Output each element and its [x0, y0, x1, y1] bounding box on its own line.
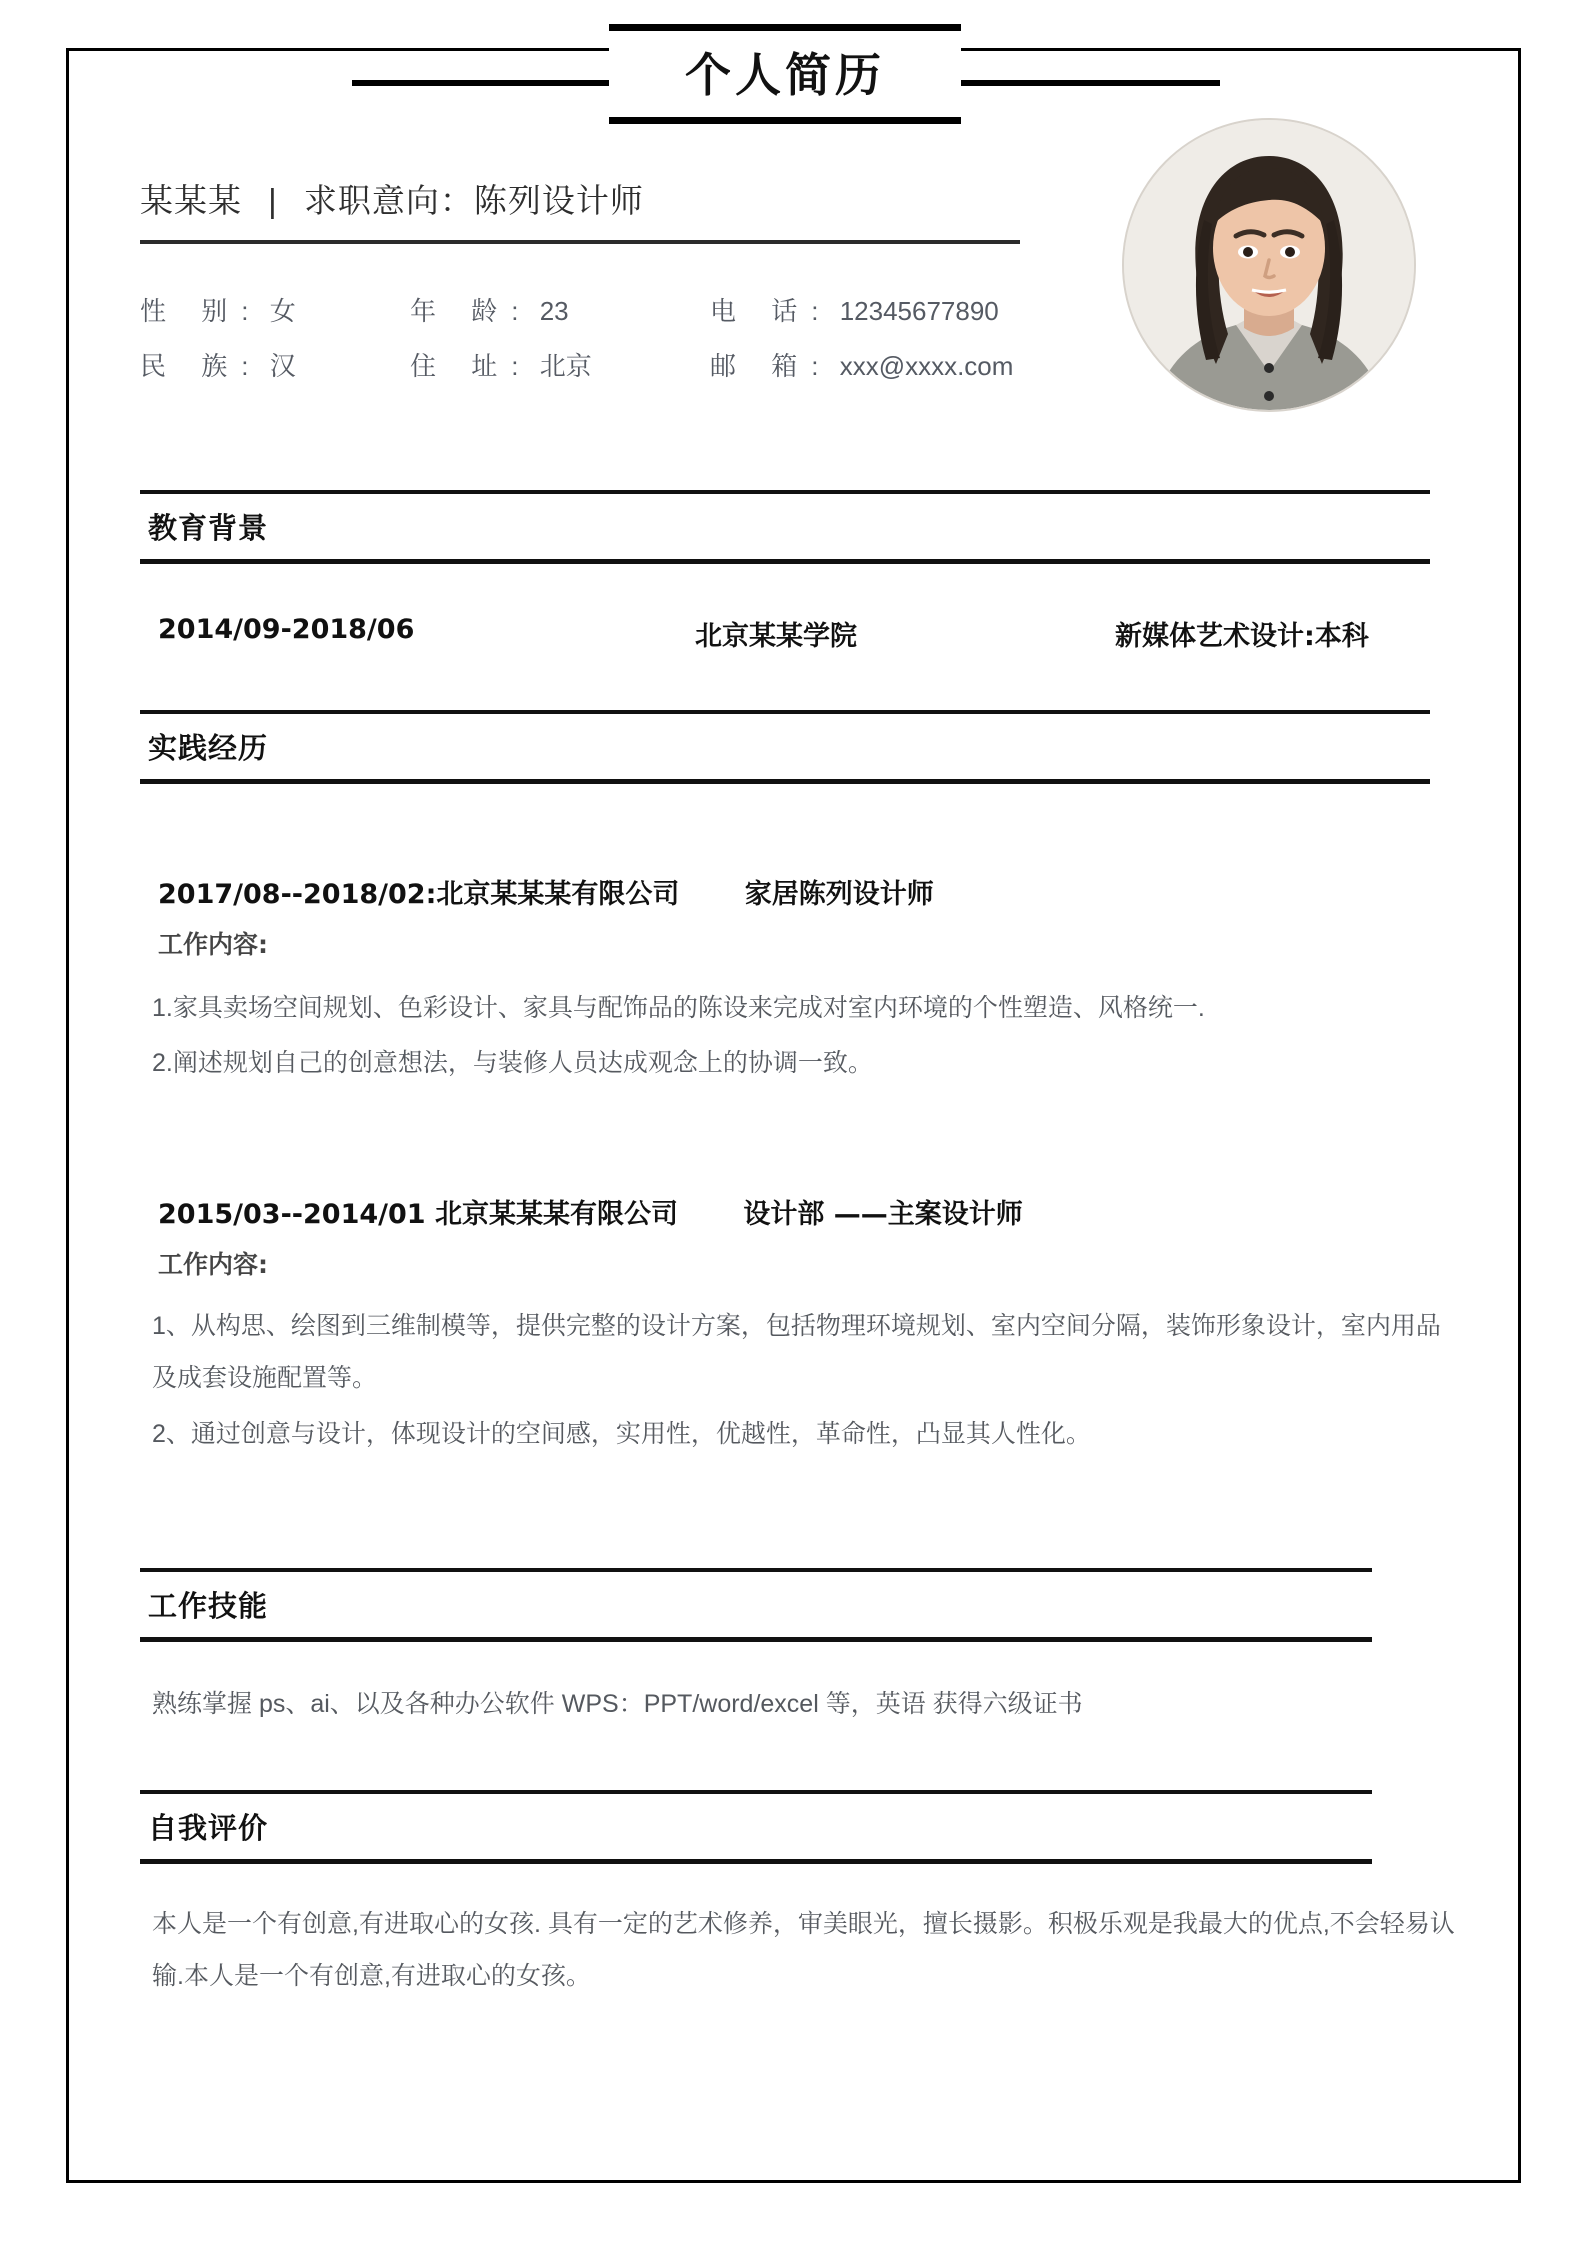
- contact-age-cell: [410, 282, 710, 337]
- job-duty-line: 2.阐述规划自己的创意想法，与装修人员达成观念上的协调一致。: [152, 1049, 873, 1077]
- section-heading-skills: 工作技能: [148, 1589, 269, 1623]
- job-duties-label: 工作内容:: [158, 930, 268, 959]
- section-heading-education: 教育背景: [148, 511, 269, 545]
- section-education: [140, 490, 1430, 564]
- contact-email-cell: [710, 337, 1040, 392]
- ethnicity-value: 汉: [269, 351, 296, 381]
- masthead-rule-top: [609, 24, 961, 31]
- email-label: 邮 箱:: [710, 351, 833, 381]
- job-duty-line: 2、通过创意与设计，体现设计的空间感，实用性，优越性，革命性，凸显其人性化。: [152, 1420, 1091, 1448]
- phone-value: 12345677890: [839, 296, 999, 326]
- job-duties-label: 工作内容:: [158, 1250, 268, 1279]
- job-duty-line: 1、从构思、绘图到三维制模等，提供完整的设计方案，包括物理环境规划、室内空间分隔，装饰形象设计，室内用品及成套设施配置等。: [152, 1312, 1441, 1392]
- masthead: [0, 0, 1587, 130]
- contact-row: [140, 337, 1040, 392]
- ethnicity-label: 民 族:: [140, 351, 263, 381]
- education-dates: 2014/09-2018/06: [158, 614, 415, 645]
- education-school: 北京某某学院: [695, 621, 857, 652]
- email-value: xxx@xxxx.com: [839, 351, 1014, 381]
- job-objective: 求职意向：陈列设计师: [303, 182, 644, 219]
- name-and-objective-line: [140, 175, 1040, 240]
- phone-label: 电 话:: [710, 296, 833, 326]
- gender-label: 性 别:: [140, 296, 263, 326]
- section-experience: [140, 710, 1430, 784]
- address-value: 北京: [539, 351, 592, 381]
- gender-value: 女: [269, 296, 296, 326]
- identity-underline: [140, 240, 1020, 244]
- section-rule-bottom: [140, 1859, 1372, 1864]
- contact-ethnicity-cell: [140, 337, 410, 392]
- education-entry-row: [140, 614, 1430, 654]
- section-self-evaluation: [140, 1790, 1372, 1864]
- masthead-rule-left: [352, 80, 614, 86]
- masthead-rule-right: [958, 80, 1220, 86]
- job-dates-company: 2015/03--2014/01 北京某某某有限公司: [158, 1199, 678, 1230]
- age-value: 23: [539, 296, 569, 326]
- address-label: 住 址:: [410, 351, 533, 381]
- job-header: [158, 1192, 1023, 1231]
- contact-address-cell: [410, 337, 710, 392]
- section-rule-bottom: [140, 1637, 1372, 1642]
- name-separator: |: [268, 182, 278, 219]
- job-dates-company: 2017/08--2018/02:北京某某某有限公司: [158, 879, 680, 910]
- candidate-name: 某某某: [140, 182, 242, 219]
- section-rule-bottom: [140, 779, 1430, 784]
- job-role: 家居陈列设计师: [744, 879, 934, 910]
- contact-phone-cell: [710, 282, 1040, 337]
- section-skills: [140, 1568, 1372, 1642]
- section-heading-experience: 实践经历: [148, 731, 269, 765]
- avatar: [1122, 118, 1416, 412]
- education-major: 新媒体艺术设计:本科: [1115, 621, 1369, 652]
- contact-info-table: [140, 282, 1040, 392]
- page-title: 个人简历: [609, 33, 961, 117]
- self-evaluation-text: 本人是一个有创意,有进取心的女孩. 具有一定的艺术修养，审美眼光，擅长摄影。积极乐观是我最大的优点,不会轻易认输.本人是一个有创意,有进取心的女孩。: [152, 1910, 1455, 1990]
- job-role: 设计部 ——主案设计师: [743, 1199, 1023, 1230]
- age-label: 年 龄:: [410, 296, 533, 326]
- skills-text: 熟练掌握 ps、ai、以及各种办公软件 WPS：PPT/word/excel 等，英语 获得六级证书: [152, 1690, 1083, 1718]
- job-duty-line: 1.家具卖场空间规划、色彩设计、家具与配饰品的陈设来完成对室内环境的个性塑造、风格统一.: [152, 994, 1205, 1022]
- section-rule-bottom: [140, 559, 1430, 564]
- contact-gender-cell: [140, 282, 410, 337]
- contact-row: [140, 282, 1040, 337]
- masthead-rule-bottom: [609, 117, 961, 124]
- identity-block: [140, 175, 1040, 392]
- section-heading-self-evaluation: 自我评价: [148, 1811, 269, 1845]
- portrait-photo-icon: [1124, 120, 1414, 410]
- job-header: [158, 872, 934, 911]
